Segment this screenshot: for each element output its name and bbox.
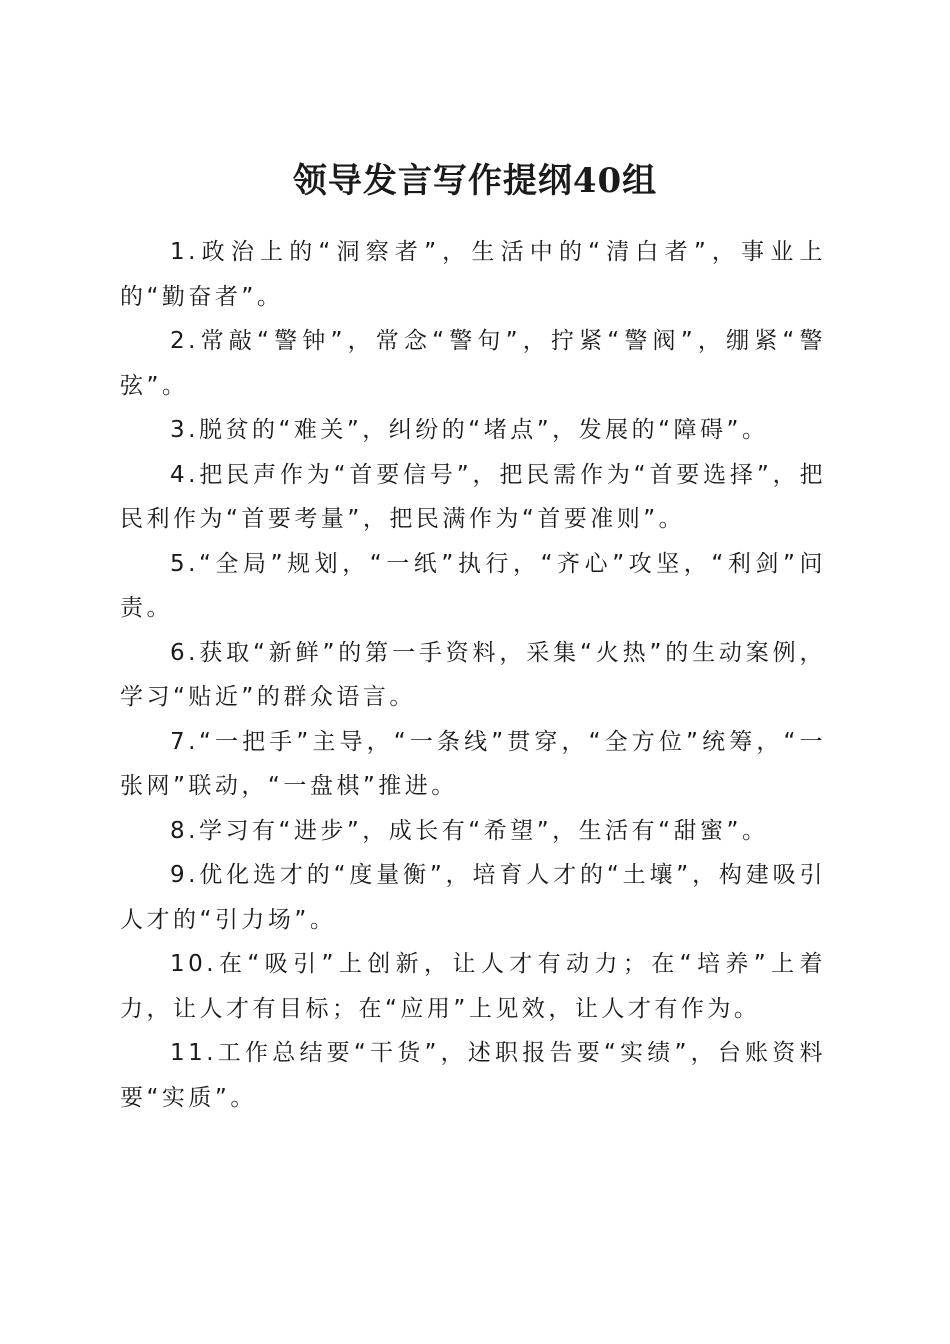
document-title: 领导发言写作提纲40组 bbox=[292, 160, 658, 201]
paragraph-9: 9.优化选才的“度量衡”，培育人才的“土壤”，构建吸引人才的“引力场”。 bbox=[120, 862, 826, 933]
paragraph-2: 2.常敲“警钟”，常念“警句”，拧紧“警阀”，绷紧“警弦”。 bbox=[120, 328, 826, 399]
paragraph-5: 5.“全局”规划，“一纸”执行，“齐心”攻坚，“利剑”问责。 bbox=[120, 550, 826, 621]
paragraph-6: 6.获取“新鲜”的第一手资料，采集“火热”的生动案例，学习“贴近”的群众语言。 bbox=[120, 639, 826, 710]
paragraph-4: 4.把民声作为“首要信号”，把民需作为“首要选择”，把民利作为“首要考量”，把民满作为“首要准则”。 bbox=[120, 461, 826, 532]
paragraph-7: 7.“一把手”主导，“一条线”贯穿，“全方位”统筹，“一张网”联动，“一盘棋”推进。 bbox=[120, 728, 826, 799]
paragraph-1: 1.政治上的“洞察者”，生活中的“清白者”，事业上的“勤奋者”。 bbox=[120, 239, 826, 310]
paragraph-10: 10.在“吸引”上创新，让人才有动力；在“培养”上着力，让人才有目标；在“应用”上见效，让人才有作为。 bbox=[120, 951, 826, 1022]
paragraph-3: 3.脱贫的“难关”，纠纷的“堵点”，发展的“障碍”。 bbox=[170, 417, 769, 443]
document-body bbox=[120, 230, 826, 1120]
paragraph-11: 11.工作总结要“干货”，述职报告要“实绩”，台账资料要“实质”。 bbox=[120, 1040, 826, 1111]
paragraph-8: 8.学习有“进步”，成长有“希望”，生活有“甜蜜”。 bbox=[170, 817, 769, 844]
